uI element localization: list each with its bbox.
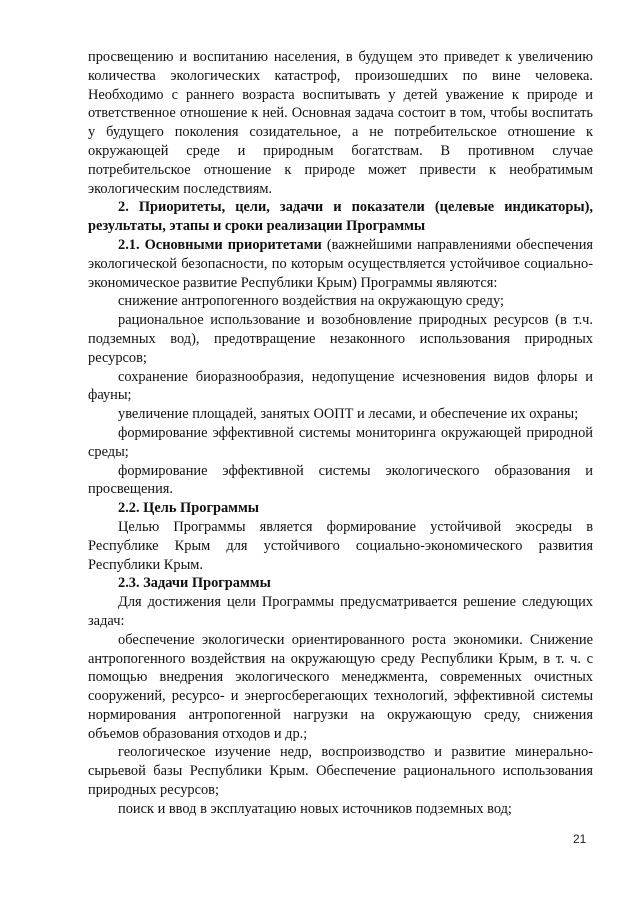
page-number: 21 bbox=[573, 832, 587, 846]
goal-paragraph: Целью Программы является формирование устойчивой экосреды в Республике Крым для устойчивого социально-экономического развития Республики Крым. bbox=[88, 518, 593, 573]
priorities-text: (важнейшими направлениями обеспечения экологической безопасности, по которым осуществляется устойчивое социально-экономическое развитие Республики Крым) Программы являются: bbox=[88, 236, 594, 291]
priority-item: сохранение биоразнообразия, недопущение исчезновения видов флоры и фауны; bbox=[88, 368, 593, 404]
section-2-2-heading: 2.2. Цель Программы bbox=[118, 500, 260, 517]
priority-item: формирование эффективной системы мониторинга окружающей природной среды; bbox=[88, 424, 593, 460]
priorities-lead: 2.1. Основными приоритетами bbox=[118, 236, 322, 253]
document-page bbox=[88, 48, 593, 819]
intro-paragraph: просвещению и воспитанию населения, в будущем это приведет к увеличению количества экологических катастроф, произошедших по вине человека. Необходимо с раннего возраста воспитывать у детей уважение к природе и ответственное отношение к ней. Основная задача состоит в том, чтобы воспитать у будущего поколения созидательное, а не потребительское отношение к окружающей среде и природным богатствам. В противном случае потребительское отношение к природе может привести к необратимым экологическим последствиям. bbox=[88, 49, 593, 197]
section-2-3-heading: 2.3. Задачи Программы bbox=[118, 575, 271, 592]
priorities-paragraph bbox=[88, 236, 593, 292]
priority-item: рациональное использование и возобновление природных ресурсов (в т.ч. подземных вод), предотвращение незаконного использования природных ресурсов; bbox=[88, 312, 593, 366]
task-item: обеспечение экологически ориентированного роста экономики. Снижение антропогенного воздействия на окружающую среду Республики Крым, в т. ч. с помощью внедрения экологического менеджмента, современных очистных сооружений, ресурсо- и энергосберегающих технологий, эффективной системы нормирования антропогенной нагрузки на окружающую среду, снижения объемов образования отходов и др.; bbox=[88, 631, 593, 742]
section-2-heading: 2. Приоритеты, цели, задачи и показатели (целевые индикаторы), результаты, этапы и сроки реализации Программы bbox=[88, 199, 593, 235]
priority-item: формирование эффективной системы экологического образования и просвещения. bbox=[88, 462, 593, 498]
task-item: геологическое изучение недр, воспроизводство и развитие минерально-сырьевой базы Республики Крым. Обеспечение рационального использования природных ресурсов; bbox=[88, 744, 593, 799]
priority-item: увеличение площадей, занятых ООПТ и лесами, и обеспечение их охраны; bbox=[118, 406, 579, 423]
tasks-intro-paragraph: Для достижения цели Программы предусматривается решение следующих задач: bbox=[88, 594, 593, 629]
task-item: поиск и ввод в эксплуатацию новых источников подземных вод; bbox=[118, 800, 512, 817]
priority-item: снижение антропогенного воздействия на окружающую среду; bbox=[118, 293, 505, 310]
